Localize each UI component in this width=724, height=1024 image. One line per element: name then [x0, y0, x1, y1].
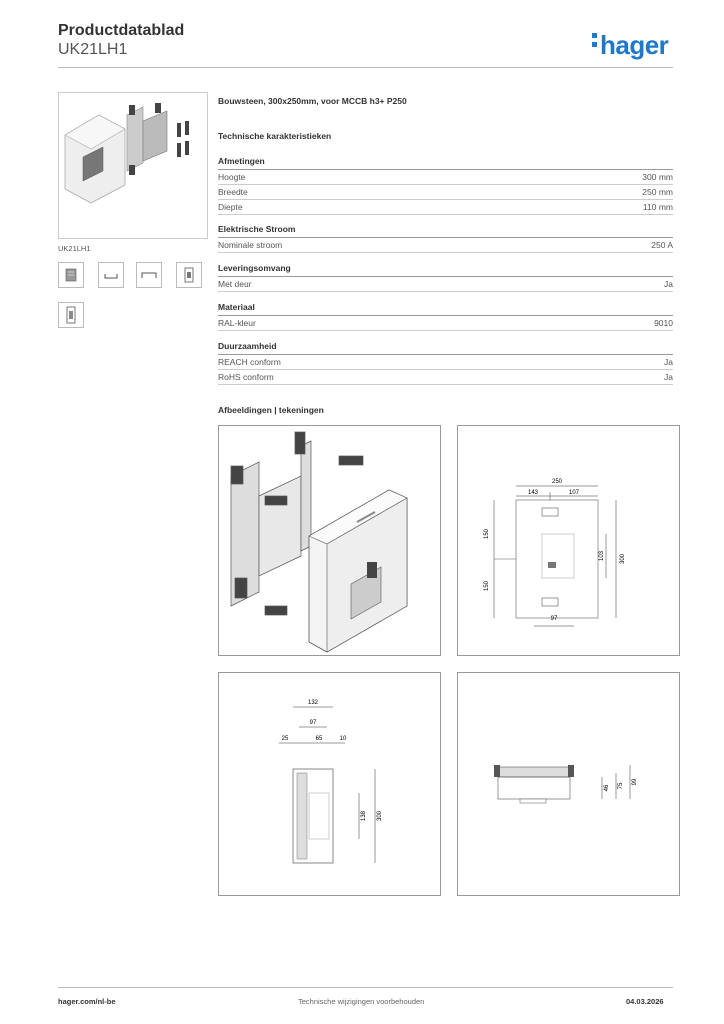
dim-25: 25 [281, 736, 289, 742]
dim-143: 143 [527, 490, 539, 496]
spec-value: 250 A [651, 240, 673, 250]
images-heading: Afbeeldingen | tekeningen [218, 405, 324, 415]
section-duurzaamheid [218, 341, 673, 385]
spec-label: Breedte [218, 187, 248, 197]
product-photo [59, 93, 207, 238]
side-dimension-drawing[interactable] [218, 672, 441, 896]
panel-icon [177, 263, 201, 287]
dim-250: 250 [551, 479, 563, 485]
section-materiaal [218, 302, 673, 331]
spec-row [218, 170, 673, 185]
spec-label: REACH conform [218, 357, 281, 367]
exploded-view-drawing[interactable] [218, 425, 441, 656]
spec-row [218, 370, 673, 385]
spec-label: Nominale stroom [218, 240, 283, 250]
section-title: Elektrische Stroom [218, 224, 673, 238]
header-divider [58, 67, 673, 68]
page-title: Productdatablad [58, 22, 185, 39]
spec-value: 9010 [654, 318, 673, 328]
section-title: Materiaal [218, 302, 673, 316]
footer-notice: Technische wijzigingen voorbehouden [298, 997, 425, 1006]
dim-107: 107 [568, 490, 580, 496]
dim-97: 97 [309, 720, 317, 726]
product-code: UK21LH1 [58, 41, 128, 58]
dim-138: 138 [361, 810, 367, 822]
dim-65: 65 [315, 736, 323, 742]
dim-99: 99 [632, 778, 638, 786]
side-drawing-image [219, 673, 440, 895]
front-dimension-drawing[interactable] [457, 425, 680, 656]
top-dimension-drawing[interactable] [457, 672, 680, 896]
dim-132: 132 [307, 700, 319, 706]
thumb-variant-3[interactable] [136, 262, 162, 288]
spec-row [218, 200, 673, 215]
spec-label: Diepte [218, 202, 243, 212]
spec-row [218, 238, 673, 253]
spec-value: 300 mm [642, 172, 673, 182]
product-thumbnail[interactable] [58, 92, 208, 239]
dim-150-top: 150 [484, 528, 490, 540]
spec-row [218, 277, 673, 292]
footer-divider [58, 987, 673, 988]
thumb-variant-5[interactable] [58, 302, 84, 328]
spec-label: RoHS conform [218, 372, 274, 382]
dim-46: 46 [604, 784, 610, 792]
front-drawing-image [458, 426, 679, 655]
footer-website-link[interactable]: hager.com/nl-be [58, 997, 116, 1006]
tech-heading: Technische karakteristieken [218, 131, 332, 141]
thumb-variant-4[interactable] [176, 262, 202, 288]
exploded-view-image [219, 426, 440, 655]
spec-value: Ja [664, 279, 673, 289]
hager-logo [592, 30, 668, 61]
section-title: Leveringsomvang [218, 263, 673, 277]
spec-label: RAL-kleur [218, 318, 256, 328]
dim-300: 300 [620, 553, 626, 565]
thumbnail-caption: UK21LH1 [58, 244, 91, 253]
section-title: Duurzaamheid [218, 341, 673, 355]
bracket-icon [99, 263, 123, 287]
rail-icon [137, 263, 161, 287]
module-icon [59, 263, 83, 287]
section-afmetingen [218, 156, 673, 215]
spec-row [218, 316, 673, 331]
top-drawing-image [458, 673, 679, 895]
spec-label: Met deur [218, 279, 252, 289]
product-description: Bouwsteen, 300x250mm, voor MCCB h3+ P250 [218, 96, 407, 106]
spec-label: Hoogte [218, 172, 246, 182]
section-elektrische-stroom [218, 224, 673, 253]
dim-97: 97 [550, 616, 558, 622]
section-title: Afmetingen [218, 156, 673, 170]
dim-75: 75 [618, 782, 624, 790]
thumb-variant-2[interactable] [98, 262, 124, 288]
section-leveringsomvang [218, 263, 673, 292]
spec-value: 110 mm [642, 202, 673, 212]
spec-row [218, 185, 673, 200]
dim-150-bottom: 150 [484, 580, 490, 592]
cover-icon [59, 303, 83, 327]
thumb-variant-1[interactable] [58, 262, 84, 288]
spec-value: Ja [664, 357, 673, 367]
spec-value: Ja [664, 372, 673, 382]
dim-103: 103 [599, 550, 605, 562]
spec-value: 250 mm [642, 187, 673, 197]
spec-row [218, 355, 673, 370]
dim-10: 10 [339, 736, 347, 742]
logo-text: hager [600, 30, 669, 60]
dim-300: 300 [377, 810, 383, 822]
footer-date: 04.03.2026 [626, 997, 664, 1006]
